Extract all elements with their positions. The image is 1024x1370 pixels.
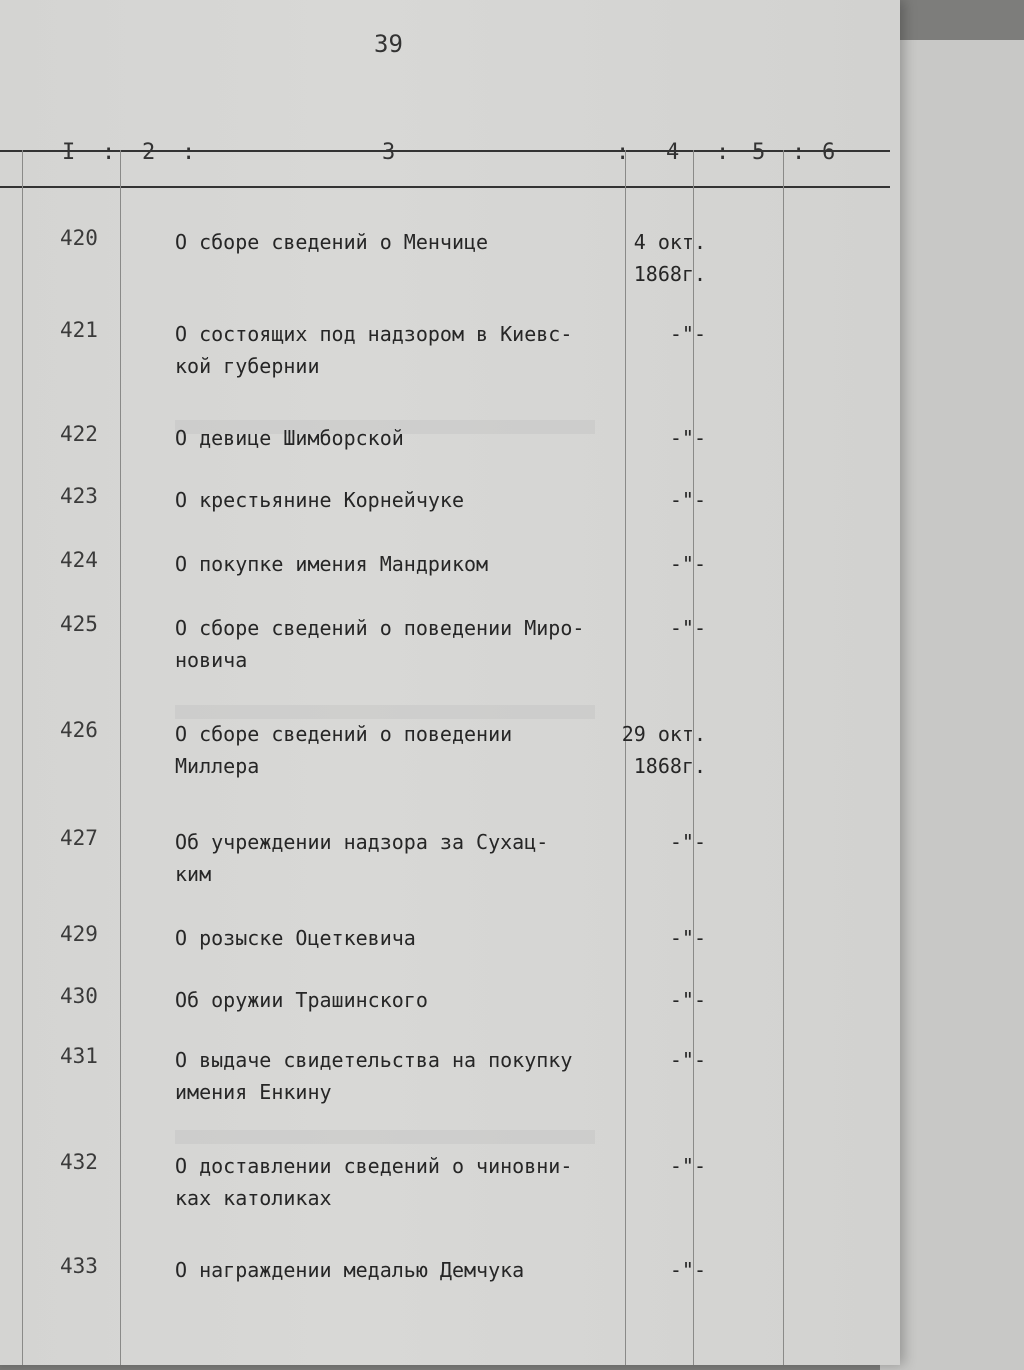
- column-header-5: 5: [752, 140, 766, 165]
- column-header-6: 6: [822, 140, 836, 165]
- bleed-through-mark: [175, 1130, 595, 1144]
- column-header-sep: :: [716, 140, 730, 165]
- column-header-1: I: [62, 140, 76, 165]
- row-number: 423: [60, 484, 98, 508]
- column-header-sep: :: [616, 140, 630, 165]
- row-date: -"-: [669, 488, 706, 512]
- row-title: Об оружии Трашинского: [175, 988, 428, 1012]
- row-title: О доставлении сведений о чиновни- ках католиках: [175, 1154, 573, 1210]
- row-title: О состоящих под надзором в Киевс- кой губернии: [175, 322, 573, 378]
- column-header-sep: :: [792, 140, 806, 165]
- row-number: 425: [60, 612, 98, 636]
- row-number: 421: [60, 318, 98, 342]
- row-date: -"-: [669, 988, 706, 1012]
- row-number: 427: [60, 826, 98, 850]
- row-date: -"-: [669, 830, 706, 854]
- row-number: 431: [60, 1044, 98, 1068]
- row-title: О крестьянине Корнейчуке: [175, 488, 464, 512]
- column-header-3: 3: [382, 140, 396, 165]
- row-title: О сборе сведений о поведении Миро- новича: [175, 616, 585, 672]
- row-title: О розыске Оцеткевича: [175, 926, 416, 950]
- row-date: -"-: [669, 616, 706, 640]
- row-number: 420: [60, 226, 98, 250]
- row-number: 433: [60, 1254, 98, 1278]
- column-divider-2: [120, 150, 121, 1365]
- row-date: -"-: [669, 322, 706, 346]
- row-title: О награждении медалью Демчука: [175, 1258, 525, 1282]
- row-number: 422: [60, 422, 98, 446]
- row-date: -"-: [669, 1048, 706, 1072]
- bleed-through-mark: [175, 705, 595, 719]
- row-number: 424: [60, 548, 98, 572]
- row-date: 29 окт. 1868г.: [621, 722, 706, 778]
- row-number: 426: [60, 718, 98, 742]
- row-number: 432: [60, 1150, 98, 1174]
- row-number: 429: [60, 922, 98, 946]
- row-date: -"-: [669, 1258, 706, 1282]
- row-title: Об учреждении надзора за Сухац- ким: [175, 830, 549, 886]
- row-title: О выдаче свидетельства на покупку имения Енкину: [175, 1048, 573, 1104]
- column-divider-1: [22, 150, 23, 1365]
- row-title: О сборе сведений о поведении Миллера: [175, 722, 513, 778]
- row-date: 4 окт. 1868г.: [633, 230, 706, 286]
- row-number: 430: [60, 984, 98, 1008]
- column-header-4: 4: [666, 140, 680, 165]
- row-title: О девице Шимборской: [175, 426, 404, 450]
- column-header-2: 2: [142, 140, 156, 165]
- column-header-sep: :: [182, 140, 196, 165]
- header-bottom-rule: [0, 186, 890, 188]
- column-header-sep: :: [102, 140, 116, 165]
- column-divider-5: [783, 150, 784, 1365]
- row-title: О покупке имения Мандриком: [175, 552, 489, 576]
- underlying-page: [880, 40, 1024, 1370]
- row-title: О сборе сведений о Менчице: [175, 230, 489, 254]
- row-date: -"-: [669, 926, 706, 950]
- page-number: 39: [374, 30, 403, 58]
- row-date: -"-: [669, 426, 706, 450]
- row-date: -"-: [669, 1154, 706, 1178]
- row-date: -"-: [669, 552, 706, 576]
